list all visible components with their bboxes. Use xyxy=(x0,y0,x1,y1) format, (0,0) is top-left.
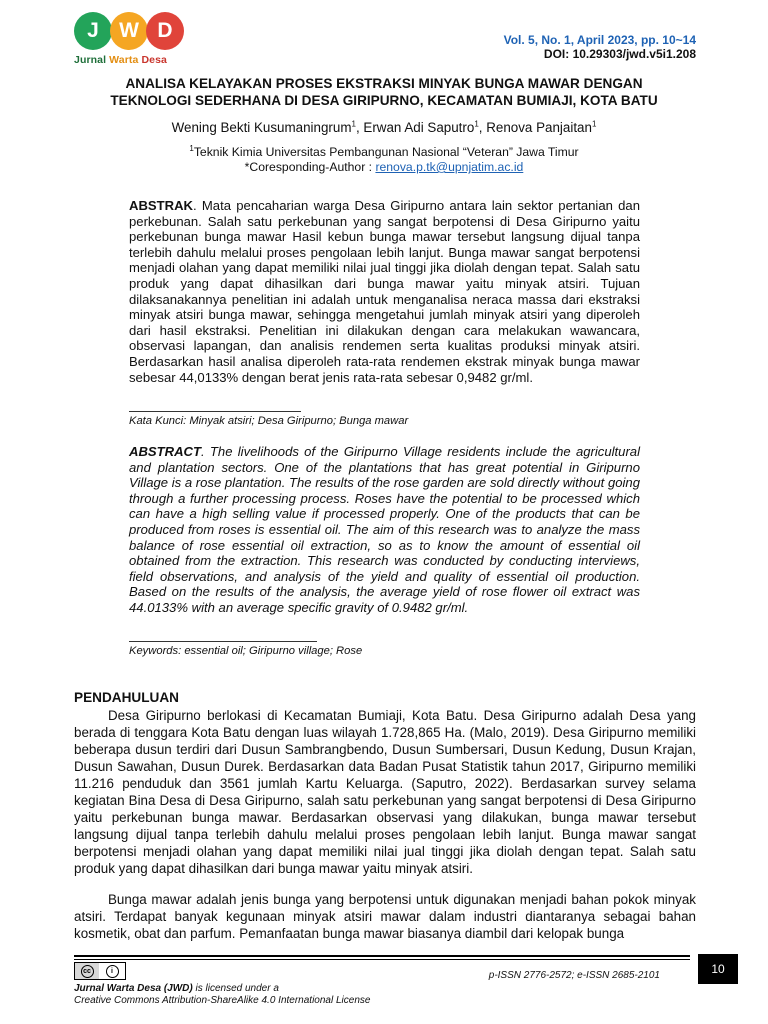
title-line-2: TEKNOLOGI SEDERHANA DI DESA GIRIPURNO, KECAMATAN BUMIAJI, KOTA BATU xyxy=(110,93,658,108)
affiliation: $^1$Teknik Kimia Universitas Pembangunan Nasional “Veteran” Jawa Timur *Coresponding-Author : renova.p.tk@upnjatim.ac.id xyxy=(189,143,579,174)
body-paragraph: Bunga mawar adalah jenis bunga yang berpotensi untuk digunakan menjadi bahan pokok minyak atsiri. Terdapat banyak kegunaan minyak atsiri mawar dalam industri diantaranya sebagai bahan kosmetik, obat dan parfum. Pemanfaatan bunga mawar biasanya diambil dari kelopak bunga xyxy=(74,892,696,941)
footer-rule xyxy=(74,959,690,960)
paper-title xyxy=(60,75,708,109)
author-affil-mark: 1 xyxy=(591,119,597,129)
license-text: Jurnal Warta Desa (JWD) is licensed under a Creative Commons Attribution-ShareAlike 4.0 International License xyxy=(74,983,371,1006)
author-name: Erwan Adi Saputro xyxy=(363,120,475,135)
logo-letter-d: D xyxy=(146,12,184,50)
author-affil-mark: 1 xyxy=(351,119,356,129)
page-number: 10 xyxy=(698,954,738,984)
corresponding-email-link[interactable]: renova.p.tk@upnjatim.ac.id xyxy=(375,160,524,174)
abstract-section xyxy=(129,444,640,616)
author-affil-mark: 1 xyxy=(474,119,479,129)
logo-letter-w: W xyxy=(110,12,148,50)
logo-letter-j: J xyxy=(74,12,112,50)
abstrak-label: ABSTRAK xyxy=(129,198,194,213)
abstrak-section xyxy=(129,198,640,385)
abstract-label: ABSTRACT xyxy=(129,444,202,459)
cc-icon: cc xyxy=(81,965,94,978)
abstract-text: . The livelihoods of the Giripurno Village residents include the agricultural and plantation sectors. One of the plantations that has great potential in Giripurno Village is a rose plantation. The results of the rose garden are sold directly without going through a further processing process. Roses have the potential to be processed which can have a high selling value if processed properly. One of the products that can be produced from roses is essential oil. The aim of this research was to analyze the mass balance of rose essential oil extraction, so as to know the amount of essential oil obtained from the extraction. This research was conducted by conducting interviews, field observations, and analysis of the yield and quality of essential oil production. Based on the results of the analysis, the average yield of rose flower oil extract was 44.0133% with an average specific gravity of 0.9482 gr/ml. xyxy=(129,444,640,615)
logo-journal-name: Jurnal Warta Desa xyxy=(74,54,167,66)
section-heading: PENDAHULUAN xyxy=(74,690,179,705)
author-name: Wening Bekti Kusumaningrum xyxy=(171,120,352,135)
keyword-divider xyxy=(129,411,301,412)
journal-name: Jurnal Warta Desa (JWD) xyxy=(74,983,193,994)
keywords: Keywords: essential oil; Giripurno village; Rose xyxy=(129,645,363,657)
body-paragraph: Desa Giripurno berlokasi di Kecamatan Bumiaji, Kota Batu. Desa Giripurno adalah Desa yang berada di tenggara Kota Batu dengan luas wilayah 1.728,865 Ha. (Malo, 2019). Desa Giripurno memiliki beberapa dusun terdiri dari Dusun Sambrangbendo, Dusun Sumbersari, Dusun Kedung, Dusun Krajan, Dusun Sawahan, Dusun Durek. Berdasarkan data Badan Pusat Statistik tahun 2017, Giripurno memiliki 11.216 penduduk dan 3561 jumlah Kartu Keluarga. (Saputro, 2022). Berdasarkan survey selama kegiatan Bina Desa di Desa Giripurno, salah satu perkebunan yang sangat berpotensi di Desa Giripurno yaitu perkebunan bunga mawar. Berdasarkan observasi yang dilakukan, bunga mawar tersebut langsung dijual tanpa terlebih dahulu melalui proses pengolaan lebih lanjut. Bunga mawar sangat berpotensi menjadi olahan yang dapat memiliki nilai jual tinggi jika diolah dengan tepat. Salah satu produk yang dapat dihasilkan dari bunga mawar yaitu minyak atsiri. xyxy=(74,708,696,876)
author-name: Renova Panjaitan xyxy=(486,120,592,135)
affiliation-institution: Teknik Kimia Universitas Pembangunan Nasional “Veteran” Jawa Timur xyxy=(193,145,579,159)
volume-info: Vol. 5, No. 1, April 2023, pp. 10~14 xyxy=(503,33,696,47)
license-link[interactable]: Creative Commons Attribution-ShareAlike 4.0 International License xyxy=(74,995,371,1006)
kata-kunci: Kata Kunci: Minyak atsiri; Desa Giripurno; Bunga mawar xyxy=(129,415,409,427)
attribution-icon: i xyxy=(106,965,119,978)
issn: p-ISSN 2776-2572; e-ISSN 2685-2101 xyxy=(488,970,660,981)
cc-license-badge[interactable] xyxy=(74,962,126,980)
keyword-divider xyxy=(129,641,317,642)
abstrak-text: . Mata pencaharian warga Desa Giripurno antara lain sektor pertanian dan perkebunan. Salah satu perkebunan yang sangat berpotensi di Desa Giripurno yaitu perkebunan bunga mawar Hasil kebun bunga mawar tersebut langsung dijual tanpa terlebih dahulu melalui proses pengolaan lebih lanjut. Bunga mawar sangat berpotensi menjadi olahan yang dapat memiliki nilai jual tinggi jika diolah dengan tepat. Salah satu produk yang dapat dihasilkan dari bunga mawar yaitu minyak atsiri. Tujuan dilaksanakannya penelitian ini adalah untuk menganalisa neraca massa dari ekstraksi minyak atsiri bunga mawar, sehingga mengetahui jumlah minyak atsiri yang diperoleh dari hasil ekstraksi. Penelitian ini dilakukan dengan cara melakukan wawancara, observasi lapangan, dan analisis rendemen serta kualitas produksi minyak atsiri. Berdasarkan hasil analisa diperoleh rata-rata rendemen ekstrak minyak bunga mawar sebesar 44,0133% dengan berat jenis rata-rata sebesar 0,9482 gr/ml. xyxy=(129,198,640,385)
author-list: Wening Bekti Kusumaningrum$^1$, Erwan Adi Saputro$^1$, Renova Panjaitan$^1$ xyxy=(171,119,597,135)
journal-logo xyxy=(72,10,192,68)
doi: DOI: 10.29303/jwd.v5i1.208 xyxy=(543,47,696,61)
title-line-1: ANALISA KELAYAKAN PROSES EKSTRAKSI MINYAK BUNGA MAWAR DENGAN xyxy=(125,76,643,91)
corresponding-label: *Coresponding-Author : xyxy=(244,160,376,174)
footer-rule xyxy=(74,955,690,957)
